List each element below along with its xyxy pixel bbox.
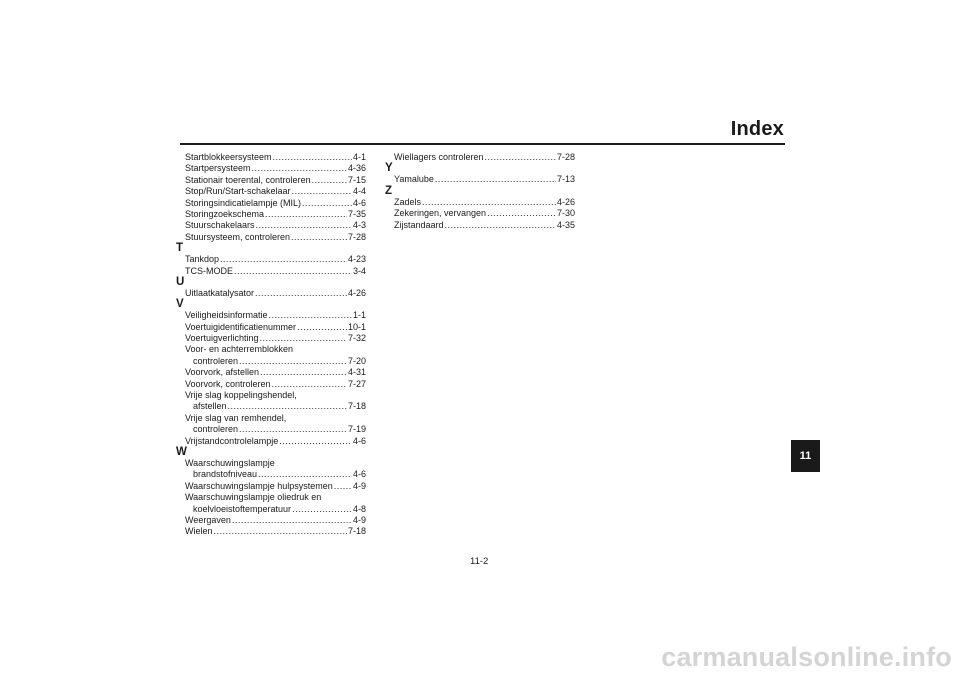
index-page-ref: 4-1 <box>352 152 366 162</box>
index-entry <box>385 220 575 231</box>
index-entry <box>176 390 366 401</box>
index-term: afstellen <box>193 401 227 412</box>
index-page-ref: 4-23 <box>347 254 366 265</box>
index-page-ref: 4-6 <box>352 469 366 480</box>
index-page-ref: 4-35 <box>556 219 575 230</box>
index-term: Stuurschakelaars <box>185 220 255 231</box>
dot-leader <box>292 504 352 515</box>
index-term: Zekeringen, vervangen <box>394 208 487 219</box>
index-entry <box>176 198 366 209</box>
dot-leader <box>445 220 556 231</box>
index-page-ref: 4-6 <box>352 197 366 208</box>
index-page-ref: 7-27 <box>347 378 366 389</box>
index-page-ref: 7-30 <box>556 208 575 219</box>
dot-leader <box>265 209 347 220</box>
dot-leader <box>239 356 347 367</box>
index-term: Tankdop <box>185 254 220 265</box>
index-entry <box>176 163 366 174</box>
index-term: Voorvork, afstellen <box>185 367 260 378</box>
index-column-left <box>176 152 366 538</box>
index-entry <box>176 288 366 299</box>
index-term: Waarschuwingslampje oliedruk en <box>185 492 322 503</box>
index-term: Uitlaatkatalysator <box>185 287 255 298</box>
index-page-ref: 7-19 <box>347 424 366 435</box>
index-entry <box>385 174 575 185</box>
dot-leader <box>260 333 347 344</box>
dot-leader <box>334 481 352 492</box>
index-page-ref: 4-9 <box>352 480 366 491</box>
index-page-ref: 3-4 <box>352 265 366 276</box>
index-term: controleren <box>193 424 239 435</box>
index-term: Voor- en achterremblokken <box>185 344 294 355</box>
index-term: Startpersysteem <box>185 163 251 174</box>
index-entry <box>176 424 366 435</box>
index-entry <box>176 266 366 277</box>
index-term: Startblokkeersysteem <box>185 152 272 162</box>
index-term: Vrije slag van remhendel, <box>185 412 287 423</box>
index-term: Wiellagers controleren <box>394 152 484 162</box>
index-entry <box>176 254 366 265</box>
index-term: Stuursysteem, controleren <box>185 231 291 242</box>
chapter-tab <box>791 440 820 472</box>
dot-leader <box>214 526 347 537</box>
index-page-ref: 7-18 <box>347 526 366 537</box>
dot-leader <box>273 152 352 163</box>
index-entry <box>176 152 366 163</box>
index-page-ref: 4-4 <box>352 186 366 197</box>
dot-leader <box>258 469 352 480</box>
index-letter: W <box>176 445 187 458</box>
index-term: Vrije slag koppelingshendel, <box>185 390 297 401</box>
index-page-ref: 7-20 <box>347 355 366 366</box>
index-entry <box>176 322 366 333</box>
index-entry <box>176 175 366 186</box>
index-term: Zadels <box>394 196 422 207</box>
index-term: Voertuigidentificatienummer <box>185 321 297 332</box>
index-term: Weergaven <box>185 514 231 525</box>
chapter-tab-number: 11 <box>799 450 812 462</box>
page-title: Index <box>730 118 784 140</box>
dot-leader <box>255 288 347 299</box>
index-entry <box>176 310 366 321</box>
index-entry <box>176 401 366 412</box>
index-entry <box>176 356 366 367</box>
dot-leader <box>485 152 556 163</box>
index-term: Zijstandaard <box>394 219 444 230</box>
index-page-ref: 4-8 <box>352 503 366 514</box>
index-page-ref: 1-1 <box>352 310 366 321</box>
dot-leader <box>291 232 347 243</box>
index-page-ref: 7-32 <box>347 333 366 344</box>
dot-leader <box>435 174 556 185</box>
index-term: Waarschuwingslampje hulpsystemen <box>185 480 333 491</box>
index-page-ref: 7-35 <box>347 208 366 219</box>
index-letter: U <box>176 275 185 288</box>
index-term: Vrijstandcontrolelampje <box>185 435 279 446</box>
index-entry <box>385 208 575 219</box>
index-page-ref: 4-9 <box>352 514 366 525</box>
index-term: Storingsindicatielampje (MIL) <box>185 197 302 208</box>
index-page-ref: 7-18 <box>347 401 366 412</box>
index-letter: V <box>176 298 184 311</box>
index-entry <box>176 526 366 537</box>
dot-leader <box>234 266 352 277</box>
index-entry <box>176 344 366 355</box>
index-entry <box>176 458 366 469</box>
dot-leader <box>302 198 352 209</box>
dot-leader <box>228 401 347 412</box>
index-entry <box>176 413 366 424</box>
index-entry <box>176 220 366 231</box>
index-entry <box>176 481 366 492</box>
index-entry <box>176 379 366 390</box>
index-entry <box>176 515 366 526</box>
page-number: 11-2 <box>470 556 489 567</box>
dot-leader <box>297 322 347 333</box>
index-term: koelvloeistoftemperatuur <box>193 503 292 514</box>
index-entry <box>385 152 575 163</box>
dot-leader <box>239 424 347 435</box>
index-letter: Z <box>385 184 393 197</box>
index-term: Voorvork, controleren <box>185 378 271 389</box>
index-term: TCS-MODE <box>185 265 233 276</box>
index-letter: T <box>176 242 184 255</box>
dot-leader <box>272 379 347 390</box>
dot-leader <box>422 197 556 208</box>
index-page-ref: 4-26 <box>347 287 366 298</box>
index-page-ref: 4-26 <box>556 196 575 207</box>
index-term: Yamalube <box>394 174 434 185</box>
index-page-ref: 4-3 <box>352 220 366 231</box>
index-page-ref: 4-31 <box>347 367 366 378</box>
index-term: controleren <box>193 355 239 366</box>
index-page-ref: 4-36 <box>347 163 366 174</box>
index-term: Storingzoekschema <box>185 208 265 219</box>
watermark: carmanualsonline.info <box>661 642 952 672</box>
index-page-ref: 7-13 <box>556 174 575 185</box>
index-entry <box>176 232 366 243</box>
index-term: Veiligheidsinformatie <box>185 310 268 321</box>
index-entry <box>176 504 366 515</box>
dot-leader <box>279 436 352 447</box>
index-entry <box>176 367 366 378</box>
index-term: Waarschuwingslampje <box>185 457 275 468</box>
dot-leader <box>256 220 352 231</box>
index-term: brandstofniveau <box>193 469 258 480</box>
dot-leader <box>232 515 352 526</box>
index-page-ref: 7-15 <box>347 174 366 185</box>
index-entry <box>176 209 366 220</box>
index-entry <box>176 436 366 447</box>
dot-leader <box>220 254 347 265</box>
index-page-ref: 10-1 <box>347 321 366 332</box>
dot-leader <box>269 310 352 321</box>
index-term: Stop/Run/Start-schakelaar <box>185 186 291 197</box>
dot-leader <box>252 163 347 174</box>
index-entry <box>176 492 366 503</box>
index-term: Voertuigverlichting <box>185 333 259 344</box>
index-page-ref: 7-28 <box>556 152 575 162</box>
index-page-ref: 7-28 <box>347 231 366 242</box>
index-entry <box>385 197 575 208</box>
index-letter: Y <box>385 162 393 175</box>
dot-leader <box>260 367 347 378</box>
title-rule <box>180 143 785 145</box>
index-entry <box>176 186 366 197</box>
index-entry <box>176 469 366 480</box>
dot-leader <box>292 186 352 197</box>
dot-leader <box>312 175 347 186</box>
dot-leader <box>487 208 556 219</box>
index-column-right <box>385 152 575 231</box>
index-term: Stationair toerental, controleren <box>185 174 311 185</box>
index-entry <box>176 333 366 344</box>
index-page-ref: 4-6 <box>352 435 366 446</box>
index-term: Wielen <box>185 526 213 537</box>
